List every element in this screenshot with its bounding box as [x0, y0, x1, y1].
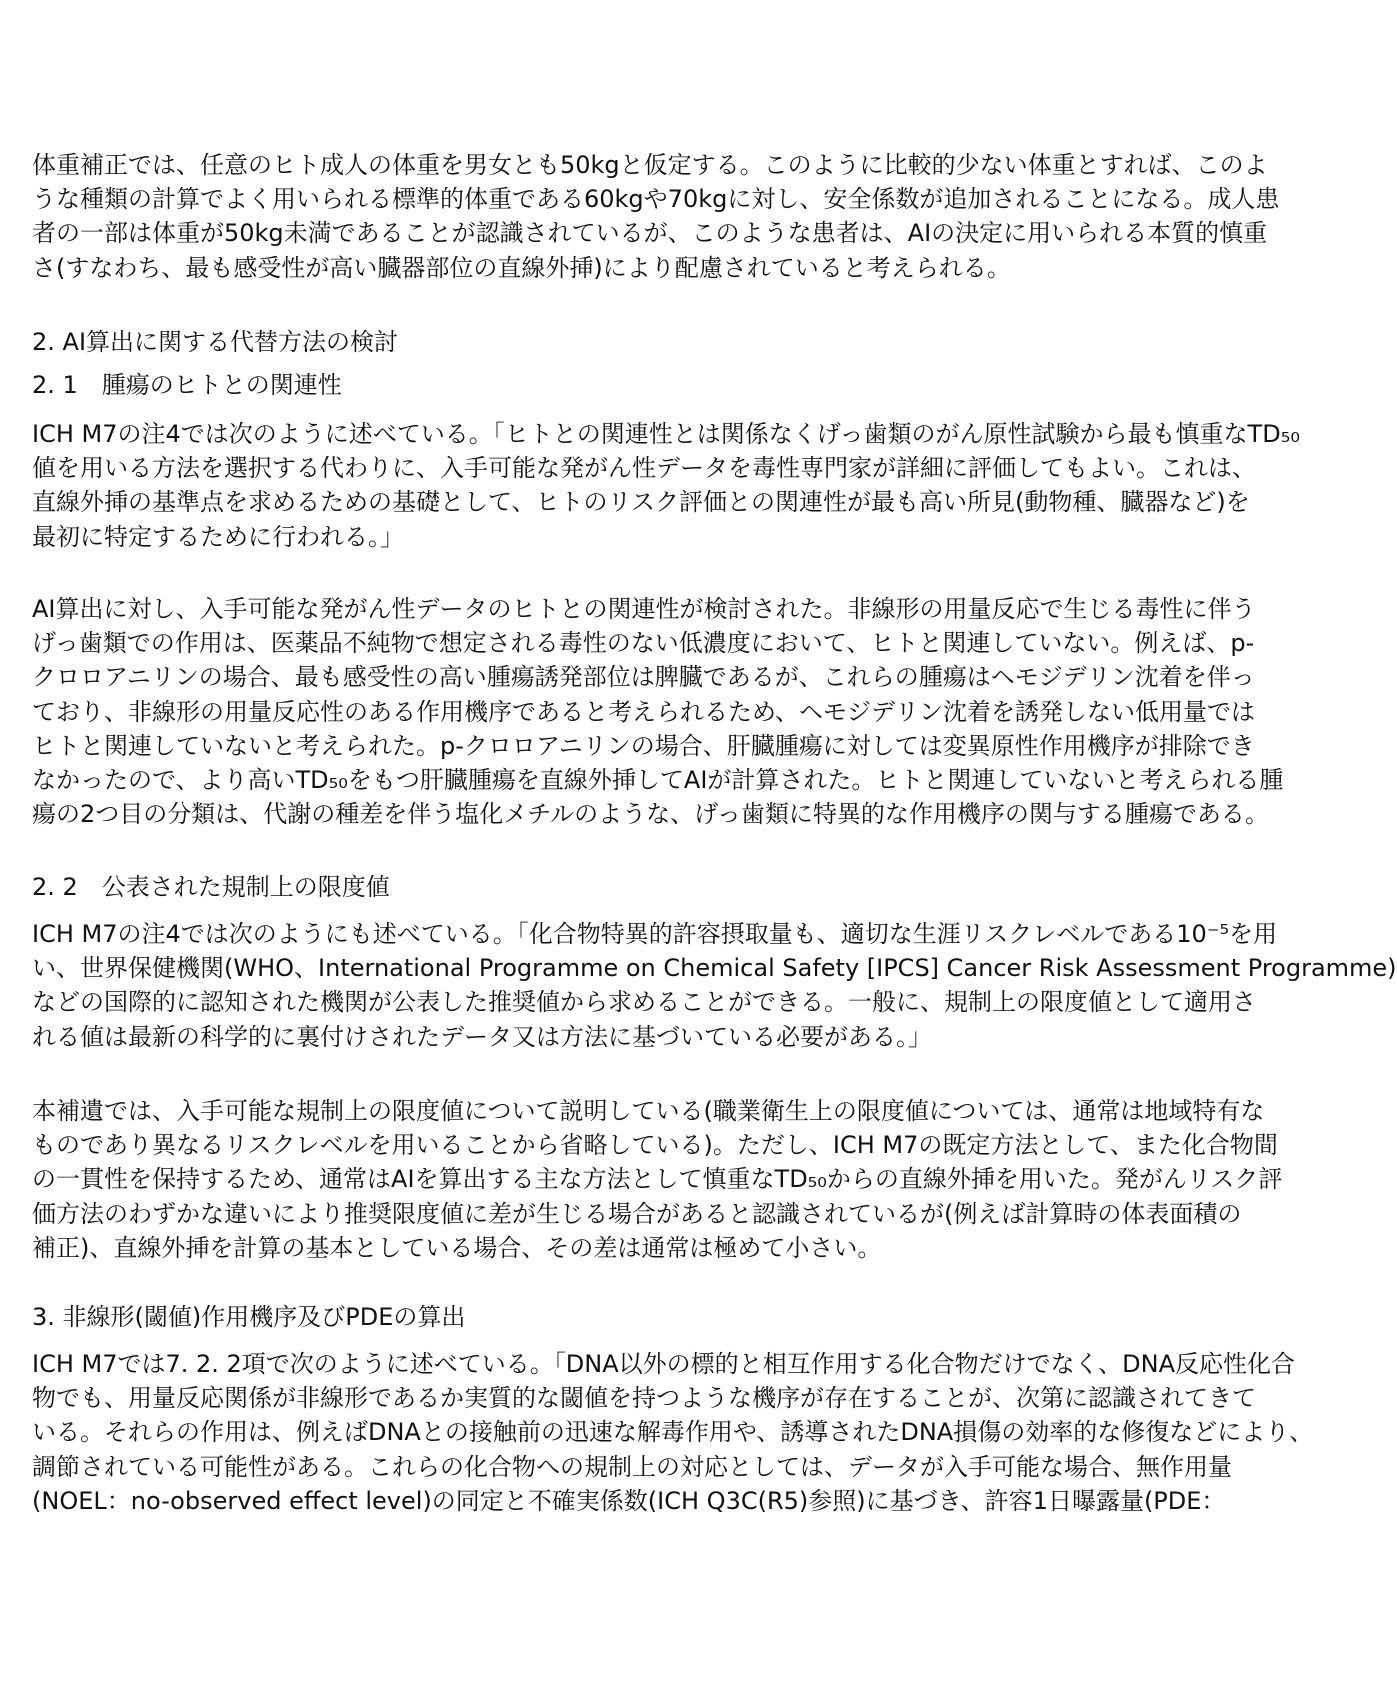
text-line: いる。それらの作用は、例えばDNAとの接触前の迅速な解毒作用や、誘導されたDNA損傷の効率的な修復などにより、	[32, 1418, 1314, 1447]
paragraph-human-relevance	[32, 592, 1284, 831]
text-line: (NOEL：no-observed effect level)の同定と不確実係数(ICH Q3C(R5)参照)に基づき、許容1日曝露量(PDE：	[32, 1486, 1226, 1515]
text-line: さ(すなわち、最も感受性が高い臓器部位の直線外挿)により配慮されていると考えられる。	[32, 253, 1011, 282]
text-line: 瘍の2つ目の分類は、代謝の種差を伴う塩化メチルのような、げっ歯類に特異的な作用機序の関与する腫瘍である。	[32, 800, 1269, 829]
text-line: 補正)、直線外挿を計算の基本としている場合、その差は通常は極めて小さい。	[32, 1233, 882, 1262]
text-line: AI算出に対し、入手可能な発がん性データのヒトとの関連性が検討された。非線形の用量反応で生じる毒性に伴う	[32, 595, 1256, 623]
paragraph-weight-correction	[32, 148, 1280, 285]
text-line: 調節されている可能性がある。これらの化合物への規制上の対応としては、データが入手可能な場合、無作用量	[32, 1452, 1232, 1481]
text-line: の一貫性を保持するため、通常はAIを算出する主な方法として慎重なTD₅₀からの直線外挿を用いた。発がんリスク評	[32, 1165, 1283, 1194]
text-line: れる値は最新の科学的に裏付けされたデータ又は方法に基づいている必要がある。」	[32, 1022, 932, 1051]
text-line: 最初に特定するために行われる。」	[32, 522, 404, 551]
text-line: 本補遺では、入手可能な規制上の限度値について説明している(職業衛生上の限度値については、通常は地域特有な	[32, 1097, 1265, 1125]
paragraph-addendum-limits	[32, 1094, 1283, 1265]
text-line: うな種類の計算でよく用いられる標準的体重である60kgや70kgに対し、安全係数が追加されることになる。成人患	[32, 185, 1280, 214]
text-line: ICH M7の注4では次のように述べている。「ヒトとの関連性とは関係なくげっ歯類のがん原性試験から最も慎重なTD₅₀	[32, 420, 1300, 448]
paragraph-ich-7-2-2	[32, 1347, 1314, 1518]
text-line: 直線外挿の基準点を求めるための基礎として、ヒトのリスク評価との関連性が最も高い所見(動物種、臓器など)を	[32, 488, 1250, 517]
text-line: ものであり異なるリスクレベルを用いることから省略している)。ただし、ICH M7の既定方法として、また化合物間	[32, 1131, 1278, 1160]
paragraph-ich-note4-limits	[32, 917, 1397, 1054]
text-line: 価方法のわずかな違いにより推奨限度値に差が生じる場合があると認識されているが(例えば計算時の体表面積の	[32, 1199, 1242, 1228]
text-line: げっ歯類での作用は、医薬品不純物で想定される毒性のない低濃度において、ヒトと関連していない。例えば、p-	[32, 629, 1255, 658]
paragraph-ich-note4-quote	[32, 417, 1300, 554]
text-line: などの国際的に認知された機関が公表した推奨値から求めることができる。一般に、規制上の限度値として適用さ	[32, 988, 1256, 1017]
text-line: ICH M7では7. 2. 2項で次のように述べている。「DNA以外の標的と相互作用する化合物だけでなく、DNA反応性化合	[32, 1350, 1296, 1378]
text-line: い、世界保健機関(WHO、International Programme on Chemical Safety [IPCS] Cancer Risk Assessment Programme)	[32, 954, 1397, 983]
text-line: 者の一部は体重が50kg未満であることが認識されているが、このような患者は、AIの決定に用いられる本質的慎重	[32, 219, 1268, 248]
section-heading-2-2: 2. 2 公表された規制上の限度値	[32, 873, 390, 901]
text-line: 値を用いる方法を選択する代わりに、入手可能な発がん性データを毒性専門家が詳細に評価してもよい。これは、	[32, 454, 1256, 483]
section-heading-2-1: 2. 1 腫瘍のヒトとの関連性	[32, 371, 342, 399]
text-line: ヒトと関連していないと考えられた。p-クロロアニリンの場合、肝臓腫瘍に対しては変異原性作用機序が排除でき	[32, 731, 1255, 760]
section-heading-2: 2. AI算出に関する代替方法の検討	[32, 328, 399, 356]
text-line: なかったので、より高いTD₅₀をもつ肝臓腫瘍を直線外挿してAIが計算された。ヒトと関連していないと考えられる腫	[32, 765, 1284, 794]
section-heading-3: 3. 非線形(閾値)作用機序及びPDEの算出	[32, 1303, 466, 1331]
text-line: ICH M7の注4では次のようにも述べている。「化合物特異的許容摂取量も、適切な生涯リスクレベルである10⁻⁵を用	[32, 920, 1278, 948]
text-line: 体重補正では、任意のヒト成人の体重を男女とも50kgと仮定する。このように比較的少ない体重とすれば、このよ	[32, 151, 1268, 179]
text-line: クロロアニリンの場合、最も感受性の高い腫瘍誘発部位は脾臓であるが、これらの腫瘍はヘモジデリン沈着を伴っ	[32, 663, 1255, 692]
text-line: 物でも、用量反応関係が非線形であるか実質的な閾値を持つような機序が存在することが、次第に認識されてきて	[32, 1384, 1256, 1413]
text-line: ており、非線形の用量反応性のある作用機序であると考えられるため、ヘモジデリン沈着を誘発しない低用量では	[32, 697, 1256, 726]
